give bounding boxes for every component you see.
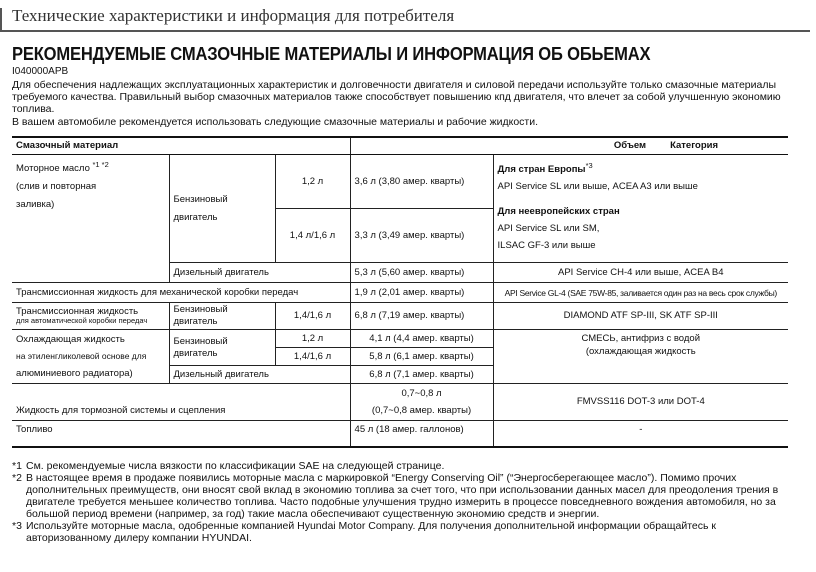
table-row	[12, 283, 788, 303]
coolant-diesel-label: Дизельный двигатель	[169, 366, 350, 384]
coolant-1-4-volume: 5,8 л (6,1 амер. кварты)	[350, 348, 493, 366]
coolant-1-2-volume: 4,1 л (4,4 амер. кварты)	[350, 330, 493, 348]
engine-1-4-volume: 3,3 л (3,49 амер. кварты)	[350, 209, 493, 263]
manual-transmission-label: Трансмиссионная жидкость для механической коробки передач	[12, 283, 350, 303]
section-code: I040000APB	[12, 66, 69, 77]
engine-1-2-volume: 3,6 л (3,80 амер. кварты)	[350, 155, 493, 209]
coolant-1-4: 1,4/1,6 л	[275, 348, 350, 366]
intro-paragraph-2: В вашем автомобиле рекомендуется использовать следующие смазочные материалы и рабочие жидкости.	[12, 116, 538, 128]
col-volume: Объем	[613, 140, 647, 151]
engine-oil-label: Моторное масло $^{*1 *2}$ (слив и повторная заливка)	[12, 155, 169, 283]
fuel-label: Топливо	[12, 421, 350, 447]
table-row	[12, 384, 788, 421]
coolant-label: Охлаждающая жидкость на этиленгликолевой основе для алюминиевого радиатора)	[12, 330, 169, 384]
engine-1-4: 1,4 л/1,6 л	[275, 209, 350, 263]
footnote-2: *2 В настоящее время в продаже появились моторные масла с маркировкой “Energy Conserving Oil” (“Энергосберегающее масло”). Помимо прочих дополнительных преимуществ, они вносят свой вклад в экономию топлива за счет того, что при использовании данных масел для преодоления трения в двигателе требуется меньшее количество топлива. Часто подобные улучшения трудно измерить в процессе повседневного вождения автомобиля, но за большой период времени (например, за год) такие масла обеспечивают существенную экономию средств и энергии.	[12, 472, 779, 520]
header-rule	[0, 30, 810, 32]
table-row	[12, 421, 788, 447]
auto-transmission-label: Трансмиссионная жидкость для автоматической коробки передач	[12, 303, 169, 330]
coolant-category: СМЕСЬ, антифриз с водой (охлаждающая жидкость	[493, 330, 788, 384]
brake-fluid-label: Жидкость для тормозной системы и сцепления	[12, 384, 350, 421]
auto-transmission-engine: 1,4/1,6 л	[275, 303, 350, 330]
diesel-category: API Service CH-4 или выше, ACEA B4	[493, 263, 788, 283]
oil-category: Для стран Европы$^{*3}$ API Service SL или выше, ACEA A3 или выше Для неевропейских стран API Service SL или SM, ILSAC GF-3 или выше	[493, 155, 788, 263]
coolant-1-2: 1,2 л	[275, 330, 350, 348]
manual-transmission-category: API Service GL-4 (SAE 75W-85, заливается один раз на весь срок службы)	[493, 283, 788, 303]
table-row	[12, 330, 788, 348]
brake-fluid-category: FMVSS116 DOT-3 или DOT-4	[493, 384, 788, 421]
coolant-diesel-volume: 6,8 л (7,1 амер. кварты)	[350, 366, 493, 384]
footnote-1: *1 См. рекомендуемые числа вязкости по классификации SAE на следующей странице.	[12, 460, 445, 472]
auto-transmission-volume: 6,8 л (7,19 амер. кварты)	[350, 303, 493, 330]
fuel-category: -	[493, 421, 788, 447]
fuel-volume: 45 л (18 амер. галлонов)	[350, 421, 493, 447]
table-row	[12, 303, 788, 330]
col-volume-category	[350, 137, 788, 155]
footnotes	[12, 460, 802, 544]
table-header-row	[12, 137, 788, 155]
brake-fluid-volume: 0,7~0,8 л (0,7~0,8 амер. кварты)	[350, 384, 493, 421]
auto-transmission-category: DIAMOND ATF SP-III, SK ATF SP-III	[493, 303, 788, 330]
auto-transmission-engine-type: Бензиновый двигатель	[169, 303, 275, 330]
table-row	[12, 155, 788, 209]
footnote-3: *3 Используйте моторные масла, одобренные компанией Hyundai Motor Company. Для получения дополнительной информации обращайтесь к авторизованному дилеру компании HYUNDAI.	[12, 520, 716, 544]
manual-transmission-volume: 1,9 л (2,01 амер. кварты)	[350, 283, 493, 303]
header-left-rule	[0, 8, 2, 30]
petrol-engine-label: Бензиновый двигатель	[169, 155, 275, 263]
diesel-engine-label: Дизельный двигатель	[169, 263, 350, 283]
page-header	[0, 2, 816, 32]
col-category: Категория	[670, 140, 719, 151]
col-material: Смазочный материал	[12, 137, 350, 155]
diesel-volume: 5,3 л (5,60 амер. кварты)	[350, 263, 493, 283]
header-title: Технические характеристики и информация для потребителя	[12, 6, 455, 25]
coolant-engine-type: Бензиновый двигатель	[169, 330, 275, 366]
intro-paragraph: Для обеспечения надлежащих эксплуатационных характеристик и долговечности двигателя и силовой передачи используйте только смазочные материалы требуемого качества. Правильный выбор смазочных материалов также способствует повышению кпд двигателя, что влечет за собой улучшенную экономию топлива.	[12, 79, 781, 115]
lubricants-table	[12, 136, 788, 448]
oil-footnote-mark: *1 *2	[92, 160, 109, 169]
engine-1-2: 1,2 л	[275, 155, 350, 209]
section-title: РЕКОМЕНДУЕМЫЕ СМАЗОЧНЫЕ МАТЕРИАЛЫ И ИНФОРМАЦИЯ ОБ ОБЬЕМАХ	[12, 44, 651, 64]
